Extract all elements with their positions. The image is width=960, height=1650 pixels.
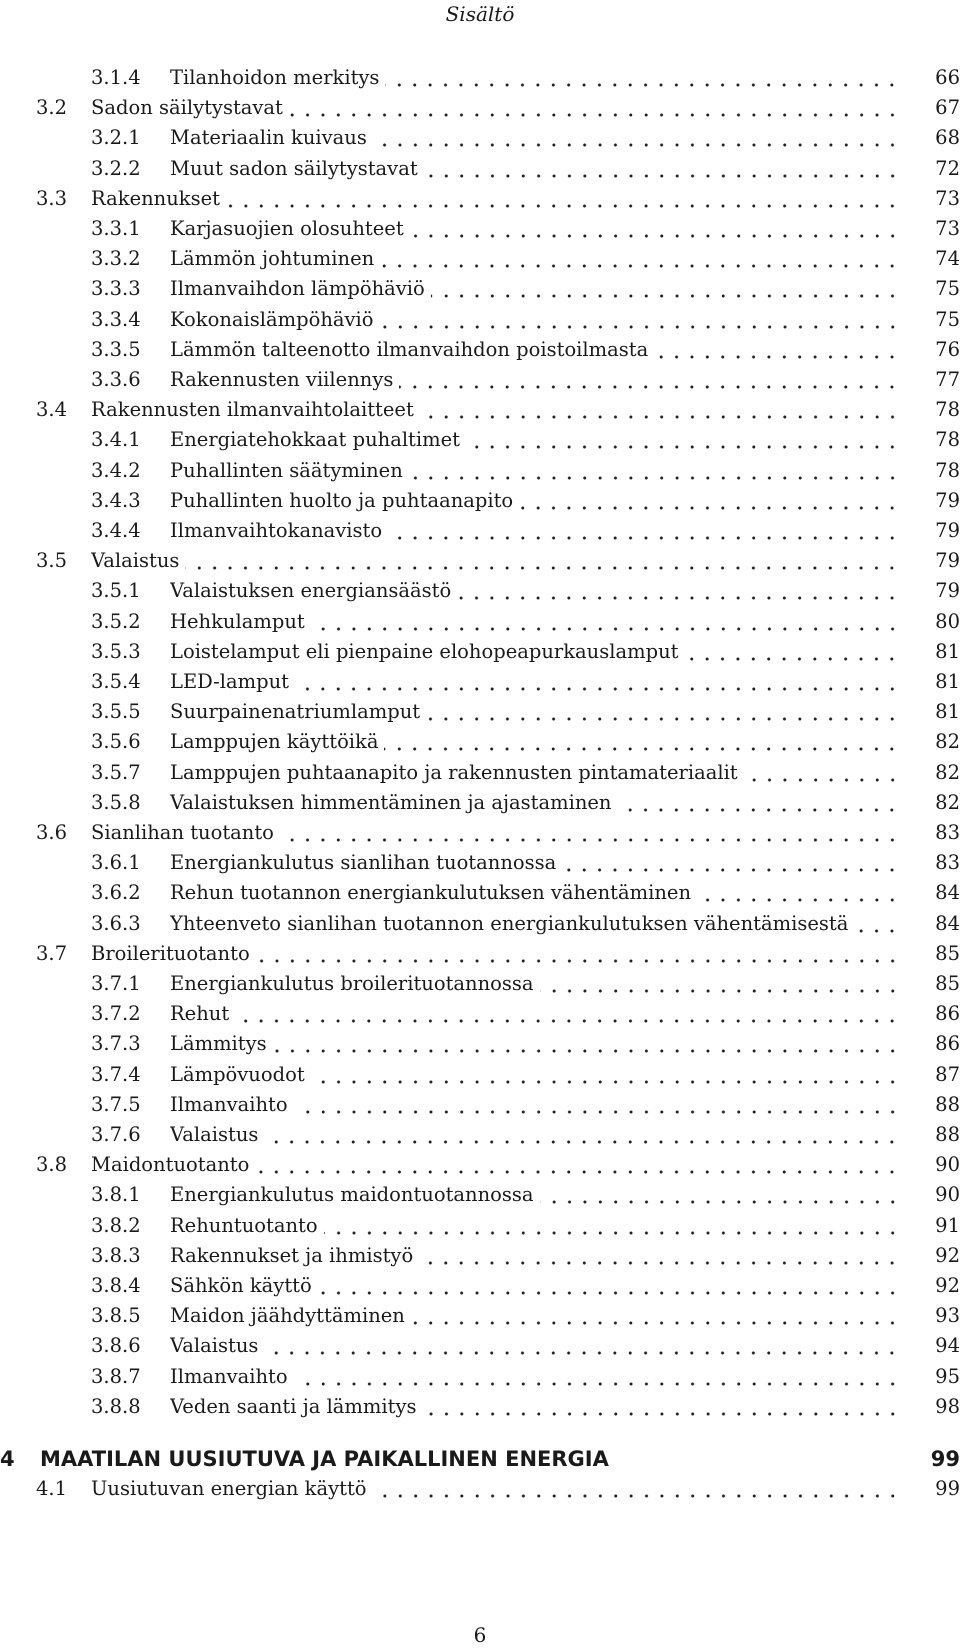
dot-leader (410, 216, 900, 242)
toc-entry-page: 88 (935, 1092, 960, 1116)
toc-entry-title: Suurpainenatriumlamput (170, 700, 421, 724)
toc-entry-page: 83 (935, 851, 960, 875)
toc-entry-page: 66 (935, 66, 960, 89)
toc-entry[interactable] (0, 609, 960, 635)
dot-leader (256, 941, 900, 967)
toc-entry-page: 82 (935, 790, 960, 814)
toc-entry-number: 3.7.5 (91, 1092, 141, 1116)
dot-leader (380, 246, 900, 272)
toc-entry-page: 86 (935, 1032, 960, 1056)
toc-entry-title: Rakennukset ja ihmistyö (170, 1243, 414, 1267)
toc-entry-title: Lämmitys (170, 1032, 267, 1056)
toc-entry[interactable] (0, 186, 960, 212)
toc-entry-title: Kokonaislämpöhäviö (170, 307, 374, 331)
toc-entry-number: 3.7.4 (91, 1062, 141, 1086)
toc-entry-title: Yhteenveto sianlihan tuotannon energiankulutuksen vähentämisestä (170, 911, 849, 935)
toc-entry-page: 79 (935, 519, 960, 542)
toc-entry-title: LED-lamput (170, 670, 289, 693)
toc-entry[interactable] (0, 1273, 960, 1299)
toc-entry-number: 4.1 (36, 1477, 68, 1501)
toc-entry-page: 86 (935, 1002, 960, 1026)
toc-entry-number: 3.7 (36, 941, 68, 965)
toc-entry-title: Lämmön johtuminen (170, 247, 375, 271)
toc-entry-number: 3.7.1 (91, 972, 141, 995)
toc-entry-number: 3.5.4 (91, 670, 141, 693)
toc-entry-title: Rakennukset (91, 186, 220, 210)
dot-leader (519, 488, 900, 514)
toc-entry[interactable] (0, 1476, 960, 1502)
dot-leader (419, 1243, 900, 1269)
toc-entry-page: 78 (935, 428, 960, 452)
toc-entry-number: 3.4.4 (91, 519, 141, 542)
toc-entry-title: Rehuntuotanto (170, 1213, 318, 1237)
toc-entry-number: 3.6.2 (91, 881, 141, 905)
toc-entry-number: 3.2.2 (91, 156, 141, 180)
toc-entry-number: 3.5 (36, 549, 68, 573)
toc-entry-number: 3.5.3 (91, 639, 141, 663)
toc-entry-title: Veden saanti ja lämmitys (170, 1394, 417, 1418)
dot-leader (466, 427, 900, 453)
toc-entry-number: 3.6 (36, 821, 68, 844)
toc-entry-number: 3.3.2 (91, 247, 141, 271)
toc-entry-number: 3.8.2 (91, 1213, 141, 1237)
toc-entry-title: Energiankulutus maidontuotannossa (170, 1183, 534, 1207)
toc-entry-page: 99 (935, 1477, 960, 1501)
toc-entry-number: 3.8.3 (91, 1243, 141, 1267)
toc-entry-title: Lamppujen käyttöikä (170, 730, 379, 754)
toc-entry[interactable] (0, 1152, 960, 1178)
dot-leader (324, 1213, 900, 1239)
dot-leader (273, 1031, 900, 1057)
toc-entry[interactable] (0, 1182, 960, 1208)
toc-entry-page: 77 (935, 368, 960, 391)
toc-entry-page: 73 (935, 186, 960, 210)
toc-entry-number: 4 (0, 1447, 15, 1471)
toc-entry-number: 3.2 (36, 96, 68, 120)
toc-entry-page: 87 (935, 1062, 960, 1086)
dot-leader (380, 307, 900, 333)
toc-entry[interactable] (0, 488, 960, 514)
page-number: 6 (473, 1623, 487, 1647)
toc-entry-title: Energiankulutus broilerituotannossa (170, 972, 534, 995)
dot-leader (562, 850, 900, 876)
dot-leader (226, 186, 900, 212)
toc-entry-title: Puhallinten huolto ja puhtaanapito (170, 488, 514, 512)
dot-leader (431, 276, 900, 302)
toc-entry-title: Valaistuksen energiansäästö (170, 579, 452, 603)
toc-entry-number: 3.5.7 (91, 760, 141, 784)
dot-leader (235, 1001, 900, 1027)
dot-leader (385, 65, 900, 91)
toc-entry-number: 3.5.8 (91, 790, 141, 814)
dot-leader (294, 1364, 900, 1390)
toc-entry[interactable] (0, 1243, 960, 1269)
toc-entry[interactable] (0, 518, 960, 544)
dot-leader (540, 971, 900, 997)
dot-leader (318, 1273, 900, 1299)
dot-leader (264, 1333, 900, 1359)
toc-entry[interactable] (0, 397, 960, 423)
toc-entry-title: Sadon säilytystavat (91, 96, 283, 120)
toc-entry-number: 3.3.6 (91, 368, 141, 391)
toc-entry-title: Ilmanvaihtokanavisto (170, 519, 383, 542)
toc-entry[interactable] (0, 427, 960, 453)
toc-entry[interactable] (0, 1062, 960, 1088)
toc-entry-number: 3.3.4 (91, 307, 141, 331)
toc-entry[interactable] (0, 1303, 960, 1329)
dot-leader (289, 95, 900, 121)
toc-chapter-entry[interactable] (0, 1446, 960, 1472)
dot-leader (697, 880, 900, 906)
toc-entry-page: 79 (935, 488, 960, 512)
toc-entry-number: 3.8.4 (91, 1274, 141, 1297)
dot-leader (654, 337, 900, 363)
toc-entry[interactable] (0, 307, 960, 333)
toc-entry-number: 3.8.8 (91, 1394, 141, 1418)
toc-entry-number: 3.4.2 (91, 458, 141, 482)
toc-entry-title: Lämmön talteenotto ilmanvaihdon poistoilmasta (170, 337, 649, 361)
dot-leader (311, 609, 900, 635)
toc-entry[interactable] (0, 911, 960, 937)
toc-entry-number: 3.8.6 (91, 1334, 141, 1358)
toc-entry-number: 3.6.1 (91, 851, 141, 875)
dot-leader (409, 458, 900, 484)
toc-entry-number: 3.3.3 (91, 277, 141, 301)
toc-entry[interactable] (0, 246, 960, 272)
toc-entry[interactable] (0, 548, 960, 574)
toc-entry-number: 3.8.5 (91, 1304, 141, 1328)
toc-entry-page: 90 (935, 1153, 960, 1177)
toc-entry-title: Tilanhoidon merkitys (170, 66, 380, 89)
toc-entry-number: 3.5.6 (91, 730, 141, 754)
running-header: Sisältö (445, 2, 515, 26)
toc-entry-page: 80 (935, 609, 960, 633)
toc-entry-page: 95 (935, 1364, 960, 1388)
dot-leader (280, 820, 900, 846)
toc-entry-page: 68 (935, 126, 960, 150)
toc-entry[interactable] (0, 729, 960, 755)
toc-entry-number: 3.4.1 (91, 428, 141, 452)
toc-entry-page: 81 (935, 670, 960, 693)
toc-entry-title: Loistelamput eli pienpaine elohopeapurkauslamput (170, 639, 679, 663)
toc-entry-title: Rehut (170, 1002, 230, 1026)
toc-entry-page: 94 (935, 1334, 960, 1358)
dot-leader (420, 397, 900, 423)
toc-entry-title: Valaistus (170, 1334, 259, 1358)
toc-entry-title: Energiankulutus sianlihan tuotannossa (170, 851, 557, 875)
toc-entry-title: Puhallinten säätyminen (170, 458, 403, 482)
toc-entry-page: 84 (935, 881, 960, 905)
toc-entry-page: 74 (935, 247, 960, 271)
dot-leader (424, 156, 900, 182)
toc-entry-number: 3.8.1 (91, 1183, 141, 1207)
dot-leader (684, 639, 900, 665)
toc-entry[interactable] (0, 669, 960, 695)
toc-entry-title: Rehun tuotannon energiankulutuksen vähentäminen (170, 881, 692, 905)
toc-entry-title: Karjasuojien olosuhteet (170, 217, 404, 240)
toc-entry-title: Ilmanvaihdon lämpöhäviö (170, 277, 425, 301)
toc-entry-number: 3.5.1 (91, 579, 141, 603)
toc-entry-number: 3.3 (36, 186, 68, 210)
toc-entry-page: 92 (935, 1243, 960, 1267)
dot-leader (264, 1122, 900, 1148)
toc-entry-title: Valaistuksen himmentäminen ja ajastaminen (170, 790, 612, 814)
toc-entry-number: 3.4.3 (91, 488, 141, 512)
toc-entry-page: 82 (935, 730, 960, 754)
toc-entry-title: Muut sadon säilytystavat (170, 156, 418, 180)
toc-entry-page: 72 (935, 156, 960, 180)
toc-entry[interactable] (0, 337, 960, 363)
toc-entry-number: 3.2.1 (91, 126, 141, 150)
toc-entry-number: 3.5.5 (91, 700, 141, 724)
toc-entry-number: 3.4 (36, 398, 68, 422)
toc-entry-title: Rakennusten viilennys (170, 368, 394, 391)
toc-entry-number: 3.8 (36, 1153, 68, 1177)
toc-entry-page: 91 (935, 1213, 960, 1237)
toc-entry[interactable] (0, 1394, 960, 1420)
toc-entry-title: Lamppujen puhtaanapito ja rakennusten pintamateriaalit (170, 760, 738, 784)
toc-entry[interactable] (0, 216, 960, 242)
dot-leader (311, 1062, 900, 1088)
toc-entry-title: Rakennusten ilmanvaihtolaitteet (91, 398, 414, 422)
dot-leader (617, 790, 900, 816)
toc-entry-page: 98 (935, 1394, 960, 1418)
toc-entry-page: 67 (935, 96, 960, 120)
toc-entry[interactable] (0, 95, 960, 121)
toc-entry-page: 85 (935, 941, 960, 965)
dot-leader (255, 1152, 900, 1178)
toc-entry[interactable] (0, 1001, 960, 1027)
toc-entry-title: Valaistus (170, 1123, 259, 1146)
toc-entry[interactable] (0, 699, 960, 725)
toc-entry[interactable] (0, 790, 960, 816)
dot-leader (384, 729, 900, 755)
dot-leader (457, 578, 900, 604)
toc-entry[interactable] (0, 367, 960, 393)
toc-entry-page: 81 (935, 639, 960, 663)
dot-leader (426, 699, 900, 725)
toc-entry[interactable] (0, 578, 960, 604)
toc-entry-title: Maidon jäähdyttäminen (170, 1304, 405, 1328)
dot-leader (373, 125, 900, 151)
toc-entry[interactable] (0, 156, 960, 182)
toc-entry-page: 88 (935, 1123, 960, 1146)
toc-entry[interactable] (0, 1333, 960, 1359)
toc-entry-title: Lämpövuodot (170, 1062, 305, 1086)
toc-entry-page: 85 (935, 972, 960, 995)
toc-entry[interactable] (0, 276, 960, 302)
toc-entry[interactable] (0, 639, 960, 665)
toc-entry-title: Ilmanvaihto (170, 1364, 288, 1388)
toc-entry[interactable] (0, 760, 960, 786)
toc-entry-page: 92 (935, 1274, 960, 1297)
dot-leader (185, 548, 900, 574)
toc-entry-page: 75 (935, 307, 960, 331)
dot-leader (388, 518, 900, 544)
toc-entry-page: 90 (935, 1183, 960, 1207)
toc-entry-number: 3.5.2 (91, 609, 141, 633)
dot-leader (744, 760, 900, 786)
toc-entry-number: 3.7.2 (91, 1002, 141, 1026)
toc-entry-title: Broilerituotanto (91, 941, 250, 965)
toc-entry[interactable] (0, 850, 960, 876)
toc-entry-page: 81 (935, 700, 960, 724)
toc-entry-page: 79 (935, 579, 960, 603)
toc-entry-number: 3.7.3 (91, 1032, 141, 1056)
toc-entry[interactable] (0, 1092, 960, 1118)
toc-entry-title: Materiaalin kuivaus (170, 126, 367, 150)
dot-leader (294, 1092, 900, 1118)
toc-entry-page: 82 (935, 760, 960, 784)
toc-entry-page: 84 (935, 911, 960, 935)
toc-entry-page: 83 (935, 821, 960, 844)
toc-entry-page: 79 (935, 549, 960, 573)
dot-leader (399, 367, 900, 393)
toc-entry-title: Ilmanvaihto (170, 1092, 288, 1116)
toc-entry-page: 78 (935, 398, 960, 422)
dot-leader (615, 1446, 900, 1472)
dot-leader (540, 1182, 900, 1208)
toc-entry-title: Maidontuotanto (91, 1153, 250, 1177)
toc-entry-number: 3.6.3 (91, 911, 141, 935)
toc-entry-title: Sähkön käyttö (170, 1274, 312, 1297)
toc-entry-number: 3.8.7 (91, 1364, 141, 1388)
dot-leader (295, 669, 900, 695)
toc-entry-page: 78 (935, 458, 960, 482)
toc-entry-number: 3.1.4 (91, 66, 141, 89)
toc-entry-title: Sianlihan tuotanto (91, 821, 274, 844)
toc-entry-title: Hehkulamput (170, 609, 305, 633)
toc-entry-number: 3.3.1 (91, 217, 141, 240)
toc-entry-page: 99 (930, 1447, 960, 1471)
toc-entry[interactable] (0, 1122, 960, 1148)
toc-entry-title: Energiatehokkaat puhaltimet (170, 428, 460, 452)
toc-entry[interactable] (0, 820, 960, 846)
toc-entry-number: 3.7.6 (91, 1123, 141, 1146)
toc-entry-page: 73 (935, 217, 960, 240)
toc-entry-page: 75 (935, 277, 960, 301)
toc-entry-page: 76 (935, 337, 960, 361)
dot-leader (373, 1476, 900, 1502)
toc-entry[interactable] (0, 1364, 960, 1390)
toc-entry[interactable] (0, 1213, 960, 1239)
toc-entry[interactable] (0, 65, 960, 91)
toc-entry[interactable] (0, 880, 960, 906)
dot-leader (411, 1303, 900, 1329)
toc-entry-title: Valaistus (91, 549, 180, 573)
toc-entry[interactable] (0, 458, 960, 484)
dot-leader (854, 911, 900, 937)
toc-entry[interactable] (0, 1031, 960, 1057)
toc-entry[interactable] (0, 941, 960, 967)
toc-entry-title: Uusiutuvan energian käyttö (91, 1477, 367, 1501)
toc-entry-number: 3.3.5 (91, 337, 141, 361)
dot-leader (423, 1394, 900, 1420)
toc-entry[interactable] (0, 971, 960, 997)
toc-entry-title: MAATILAN UUSIUTUVA JA PAIKALLINEN ENERGIA (40, 1447, 609, 1471)
toc-entry-page: 93 (935, 1304, 960, 1328)
toc-entry[interactable] (0, 125, 960, 151)
